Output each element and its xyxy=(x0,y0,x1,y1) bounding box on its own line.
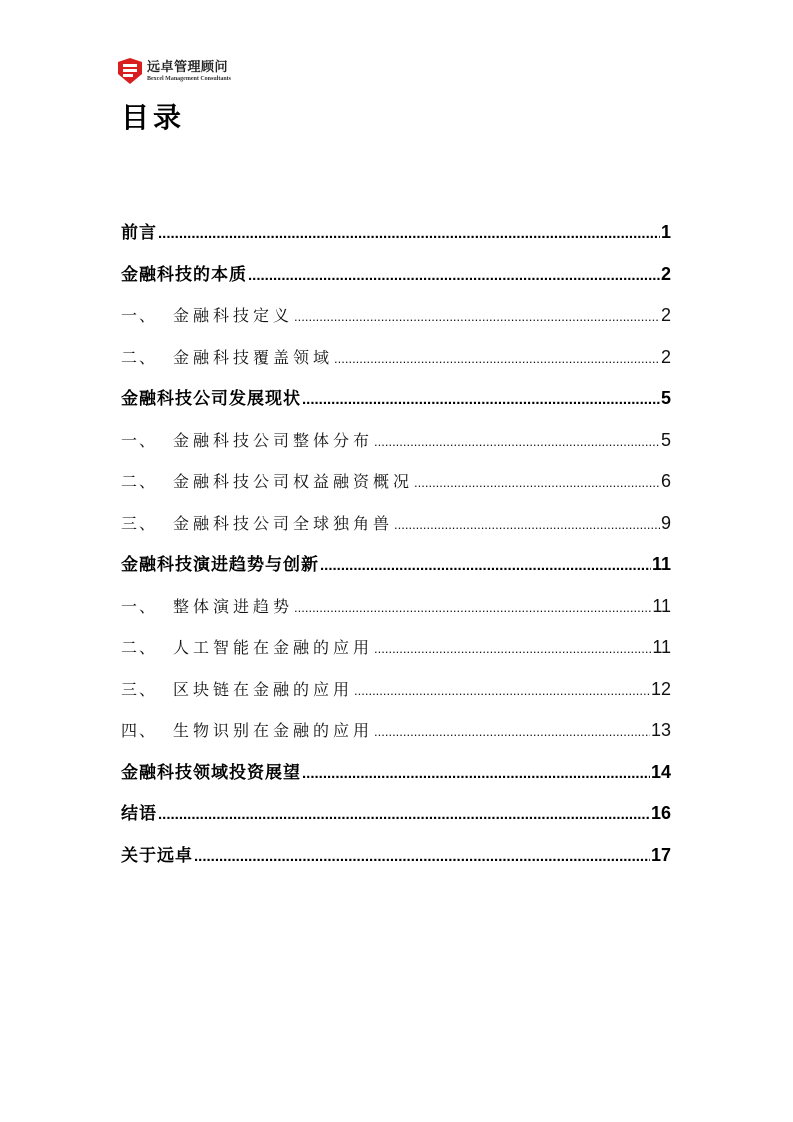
toc-entry-number: 一、 xyxy=(121,306,158,325)
toc-dot-leader xyxy=(302,753,650,795)
table-of-contents xyxy=(121,212,671,876)
toc-dot-leader xyxy=(158,794,650,836)
toc-entry-label xyxy=(121,710,373,752)
toc-entry-section[interactable] xyxy=(121,586,671,628)
toc-entry-text: 金融科技领域投资展望 xyxy=(121,762,301,783)
toc-dot-leader xyxy=(302,379,660,421)
toc-page-number: 16 xyxy=(650,803,671,823)
toc-entry-text: 人工智能在金融的应用 xyxy=(173,638,374,657)
toc-entry-label xyxy=(121,295,293,337)
toc-entry-text: 金融科技覆盖领域 xyxy=(173,347,334,367)
toc-entry-text: 整体演进趋势 xyxy=(173,596,294,616)
toc-entry-number: 三、 xyxy=(121,513,158,533)
toc-page-number: 14 xyxy=(650,761,671,782)
toc-dot-leader xyxy=(374,421,660,463)
toc-page-number: 2 xyxy=(660,305,671,325)
toc-dot-leader xyxy=(354,670,650,712)
toc-entry-number: 二、 xyxy=(121,638,158,657)
toc-entry-label xyxy=(121,669,353,711)
toc-entry-section[interactable] xyxy=(121,669,671,711)
toc-entry-chapter[interactable] xyxy=(121,835,671,877)
toc-entry-label xyxy=(121,213,157,255)
toc-dot-leader xyxy=(320,545,651,587)
toc-page-number: 2 xyxy=(660,263,671,284)
logo-chinese-name: 远卓管理顾问 xyxy=(147,59,229,75)
toc-entry-chapter[interactable] xyxy=(121,254,671,296)
toc-page-number: 17 xyxy=(650,844,671,865)
toc-entry-chapter[interactable] xyxy=(121,793,671,835)
toc-dot-leader xyxy=(394,504,660,546)
toc-entry-label xyxy=(121,836,193,878)
toc-entry-section[interactable] xyxy=(121,337,671,379)
toc-dot-leader xyxy=(158,213,660,255)
toc-entry-text: 金融科技公司发展现状 xyxy=(121,389,301,409)
toc-page-number: 2 xyxy=(660,346,671,367)
toc-entry-number: 一、 xyxy=(121,596,158,616)
toc-dot-leader xyxy=(414,462,660,504)
toc-entry-label xyxy=(121,586,293,628)
toc-page-number: 11 xyxy=(651,554,671,574)
toc-page-number: 5 xyxy=(660,388,671,408)
toc-entry-text: 金融科技的本质 xyxy=(121,264,247,285)
toc-dot-leader xyxy=(374,711,650,753)
toc-dot-leader xyxy=(194,836,650,878)
toc-entry-text: 前言 xyxy=(121,223,157,243)
toc-entry-chapter[interactable] xyxy=(121,378,671,420)
logo-mark-icon xyxy=(116,58,144,84)
toc-entry-chapter[interactable] xyxy=(121,752,671,794)
toc-entry-number: 二、 xyxy=(121,347,158,367)
toc-entry-text: 区块链在金融的应用 xyxy=(173,679,354,699)
toc-page-number: 1 xyxy=(660,222,671,242)
toc-dot-leader xyxy=(334,338,660,380)
toc-entry-text: 关于远卓 xyxy=(121,845,193,866)
toc-entry-section[interactable] xyxy=(121,627,671,669)
toc-page-number: 5 xyxy=(660,429,671,450)
toc-entry-text: 金融科技定义 xyxy=(173,306,294,325)
logo-english-name: Bexcel Management Consultants xyxy=(147,75,231,82)
toc-entry-section[interactable] xyxy=(121,295,671,337)
toc-entry-text: 金融科技演进趋势与创新 xyxy=(121,555,319,575)
toc-page-number: 11 xyxy=(652,637,671,657)
toc-entry-label xyxy=(121,379,301,421)
toc-page-number: 6 xyxy=(660,471,671,491)
toc-entry-chapter[interactable] xyxy=(121,212,671,254)
toc-entry-label xyxy=(121,461,413,503)
toc-entry-label xyxy=(121,255,247,297)
toc-entry-text: 金融科技公司全球独角兽 xyxy=(173,513,394,533)
toc-entry-number: 二、 xyxy=(121,472,158,491)
toc-entry-text: 生物识别在金融的应用 xyxy=(173,721,374,740)
toc-entry-label xyxy=(121,753,301,795)
toc-entry-label xyxy=(121,503,393,545)
toc-entry-label xyxy=(121,627,373,669)
toc-dot-leader xyxy=(294,296,660,338)
page-title: 目录 xyxy=(121,101,186,134)
toc-dot-leader xyxy=(248,255,660,297)
toc-entry-section[interactable] xyxy=(121,420,671,462)
toc-entry-chapter[interactable] xyxy=(121,544,671,586)
toc-entry-label xyxy=(121,545,319,587)
toc-entry-section[interactable] xyxy=(121,461,671,503)
toc-entry-text: 金融科技公司权益融资概况 xyxy=(173,472,414,491)
toc-entry-label xyxy=(121,420,373,462)
toc-page-number: 12 xyxy=(650,678,671,699)
toc-page-number: 11 xyxy=(652,595,671,616)
toc-entry-text: 金融科技公司整体分布 xyxy=(173,430,374,450)
toc-entry-label xyxy=(121,337,333,379)
toc-entry-text: 结语 xyxy=(121,804,157,824)
toc-entry-number: 四、 xyxy=(121,721,158,740)
toc-dot-leader xyxy=(294,587,651,629)
toc-entry-section[interactable] xyxy=(121,503,671,545)
toc-entry-number: 一、 xyxy=(121,430,158,450)
toc-page-number: 9 xyxy=(660,512,671,533)
toc-entry-number: 三、 xyxy=(121,679,158,699)
company-logo xyxy=(116,58,231,84)
toc-entry-section[interactable] xyxy=(121,710,671,752)
toc-entry-label xyxy=(121,794,157,836)
toc-page-number: 13 xyxy=(650,720,671,740)
toc-dot-leader xyxy=(374,628,651,670)
